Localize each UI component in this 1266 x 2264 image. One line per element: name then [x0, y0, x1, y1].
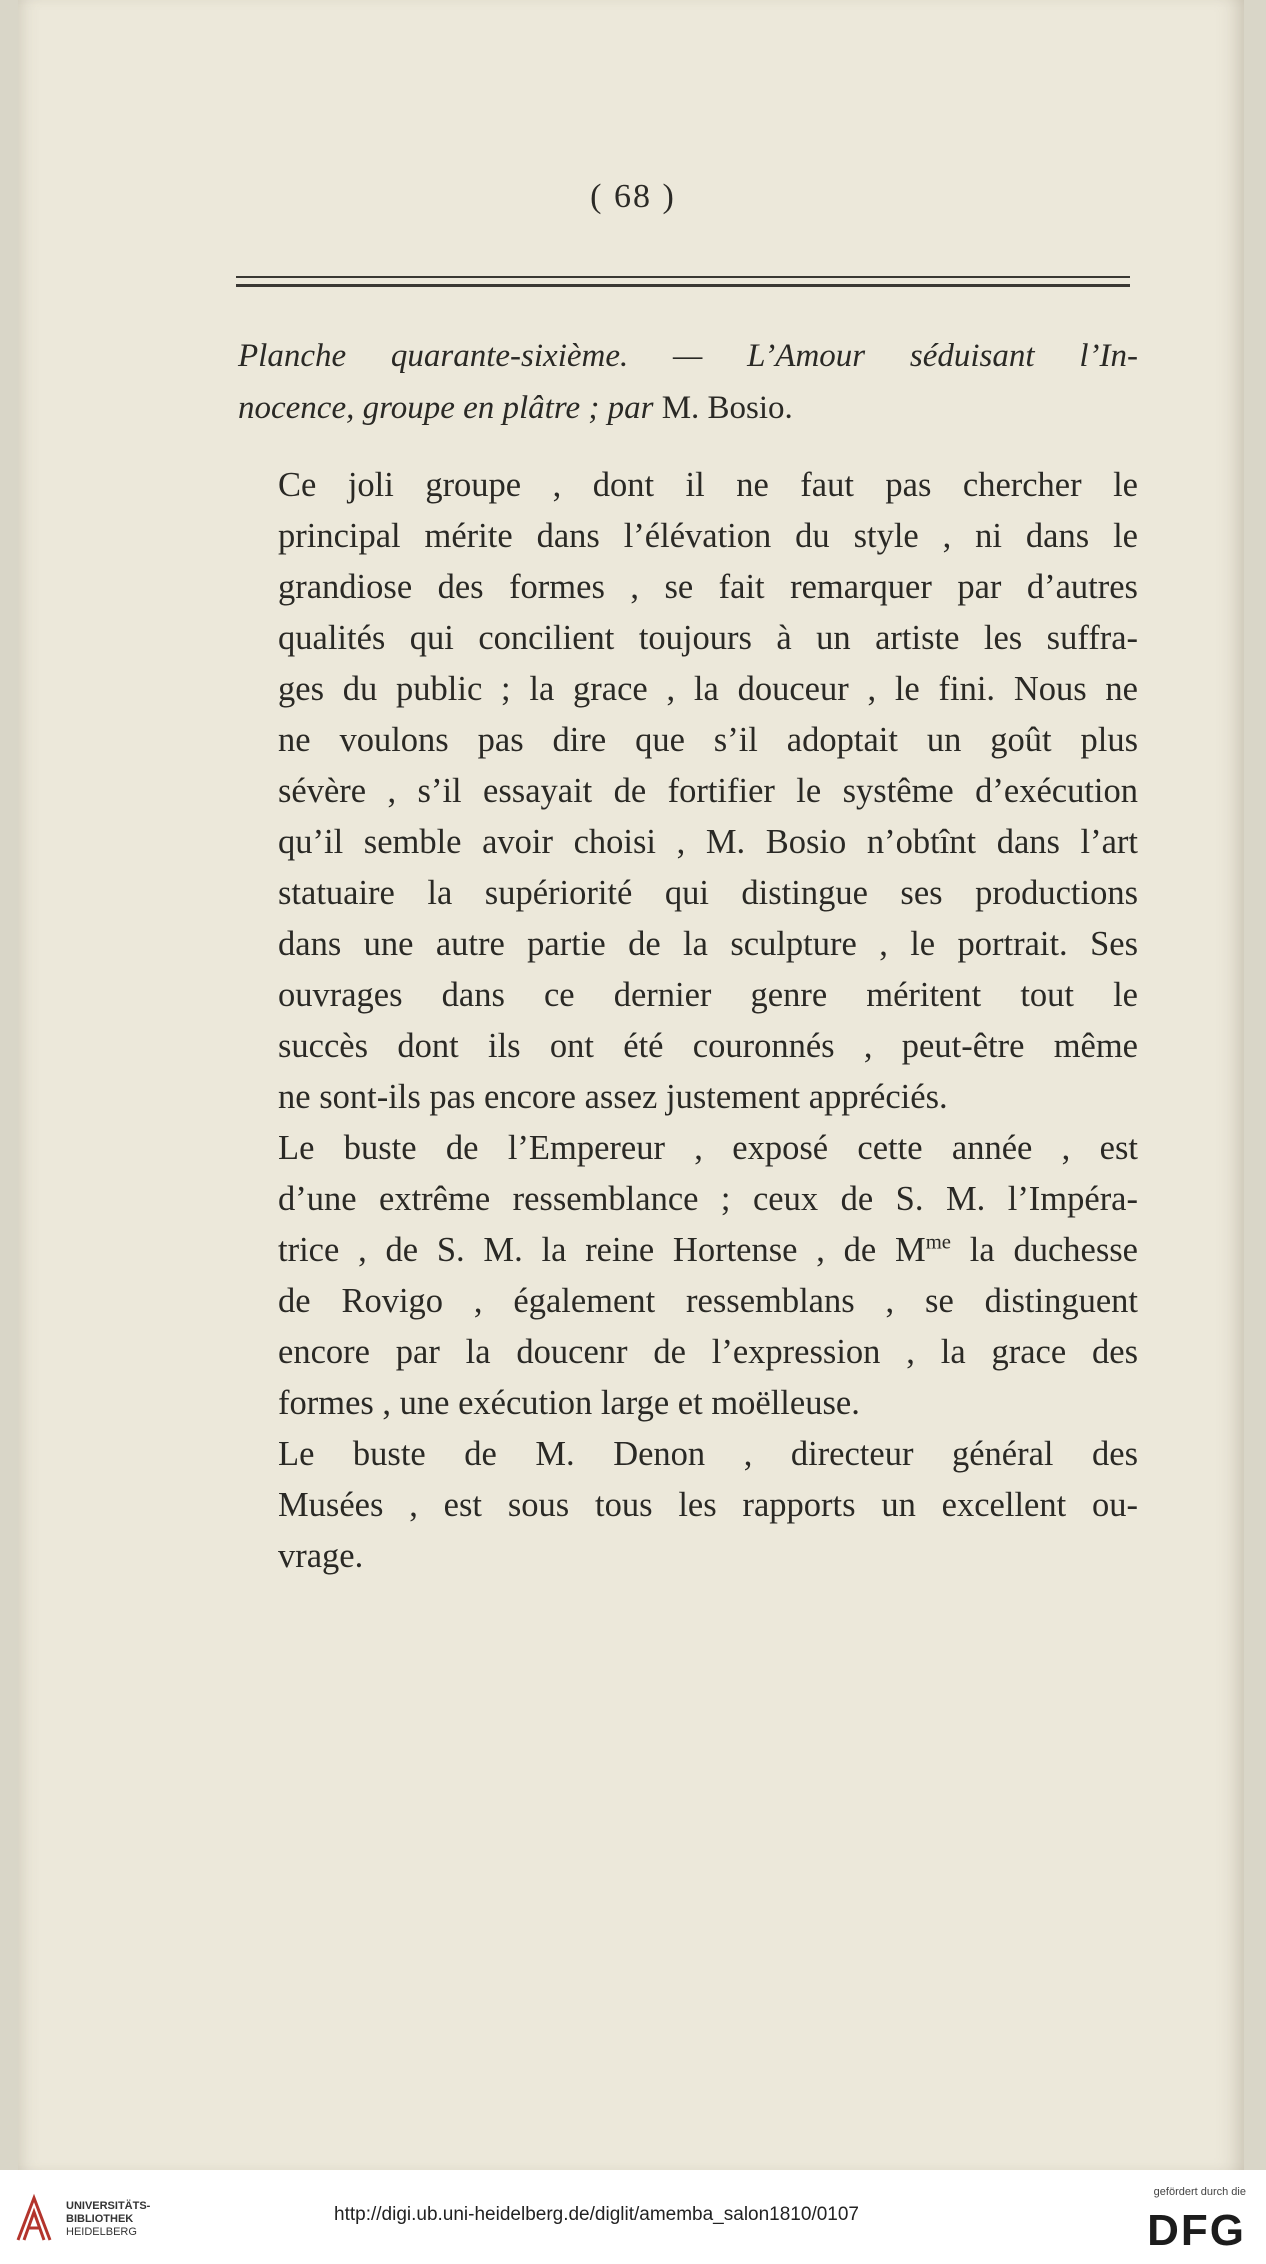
text-line: Ce joli groupe , dont il ne faut pas chercher le	[278, 466, 1138, 504]
institution-line: BIBLIOTHEK	[66, 2213, 134, 2225]
text-line: ne voulons pas dire que s’il adoptait un goût plus	[278, 721, 1138, 759]
heading-author: M. Bosio.	[661, 390, 793, 426]
dfg-logo: DFG	[1147, 2206, 1246, 2255]
text-line: d’une extrême ressemblance ; ceux de S. M. l’Impéra-	[278, 1180, 1138, 1218]
text-line: sévère , s’il essayait de fortifier le systême d’exécution	[278, 772, 1138, 810]
text-segment: la duchesse	[950, 1231, 1138, 1269]
institution-name	[66, 2200, 150, 2239]
text-line: ne sont-ils pas encore assez justement appréciés.	[278, 1078, 948, 1116]
double-rule	[236, 276, 1130, 288]
plate-heading	[238, 330, 1138, 434]
text-line	[238, 1225, 1138, 1276]
text-line: Le buste de M. Denon , directeur général des	[278, 1435, 1138, 1473]
rule-thick	[236, 284, 1130, 287]
footer-bar	[0, 2170, 1266, 2264]
text-line: qu’il semble avoir choisi , M. Bosio n’obtînt dans l’art	[278, 823, 1138, 861]
page-number: ( 68 )	[590, 178, 676, 215]
text-segment: trice , de S. M. la reine Hortense , de M	[278, 1231, 926, 1269]
superscript: me	[925, 1231, 951, 1254]
heading-line: Planche quarante-sixième. — L’Amour séduisant l’In-	[238, 338, 1138, 374]
text-line: formes , une exécution large et moëlleuse.	[278, 1384, 860, 1422]
rule-thin	[236, 276, 1130, 278]
text-line: vrage.	[278, 1537, 364, 1575]
paragraph-1	[238, 460, 1138, 1123]
text-line: Le buste de l’Empereur , exposé cette année , est	[278, 1129, 1138, 1167]
funding-label: gefördert durch die	[1153, 2186, 1246, 2198]
text-line: statuaire la supériorité qui distingue ses productions	[278, 874, 1138, 912]
text-line: de Rovigo , également ressemblans , se distinguent	[278, 1282, 1138, 1320]
institution-line: HEIDELBERG	[66, 2226, 137, 2238]
institution-line: UNIVERSITÄTS-	[66, 2200, 151, 2212]
text-line: grandiose des formes , se fait remarquer par d’autres	[278, 568, 1138, 606]
permalink-url[interactable]: http://digi.ub.uni-heidelberg.de/diglit/amemba_salon1810/0107	[334, 2204, 859, 2225]
text-line: succès dont ils ont été couronnés , peut-être même	[278, 1027, 1138, 1065]
body-text	[238, 330, 1138, 1582]
text-line: ouvrages dans ce dernier genre méritent tout le	[278, 976, 1138, 1014]
heading-line-text: nocence, groupe en plâtre ; par	[238, 390, 654, 426]
paragraph-2	[238, 1123, 1138, 1429]
university-logo-icon	[14, 2192, 54, 2244]
text-line: encore par la doucenr de l’expression , la grace des	[278, 1333, 1138, 1371]
text-line: dans une autre partie de la sculpture , le portrait. Ses	[278, 925, 1138, 963]
heading-line	[238, 382, 1138, 434]
text-line: Musées , est sous tous les rapports un excellent ou-	[278, 1486, 1138, 1524]
text-line: principal mérite dans l’élévation du style , ni dans le	[278, 517, 1138, 555]
paragraph-3	[238, 1429, 1138, 1582]
text-line: qualités qui concilient toujours à un artiste les suffra-	[278, 619, 1138, 657]
text-line: ges du public ; la grace , la douceur , le fini. Nous ne	[278, 670, 1138, 708]
